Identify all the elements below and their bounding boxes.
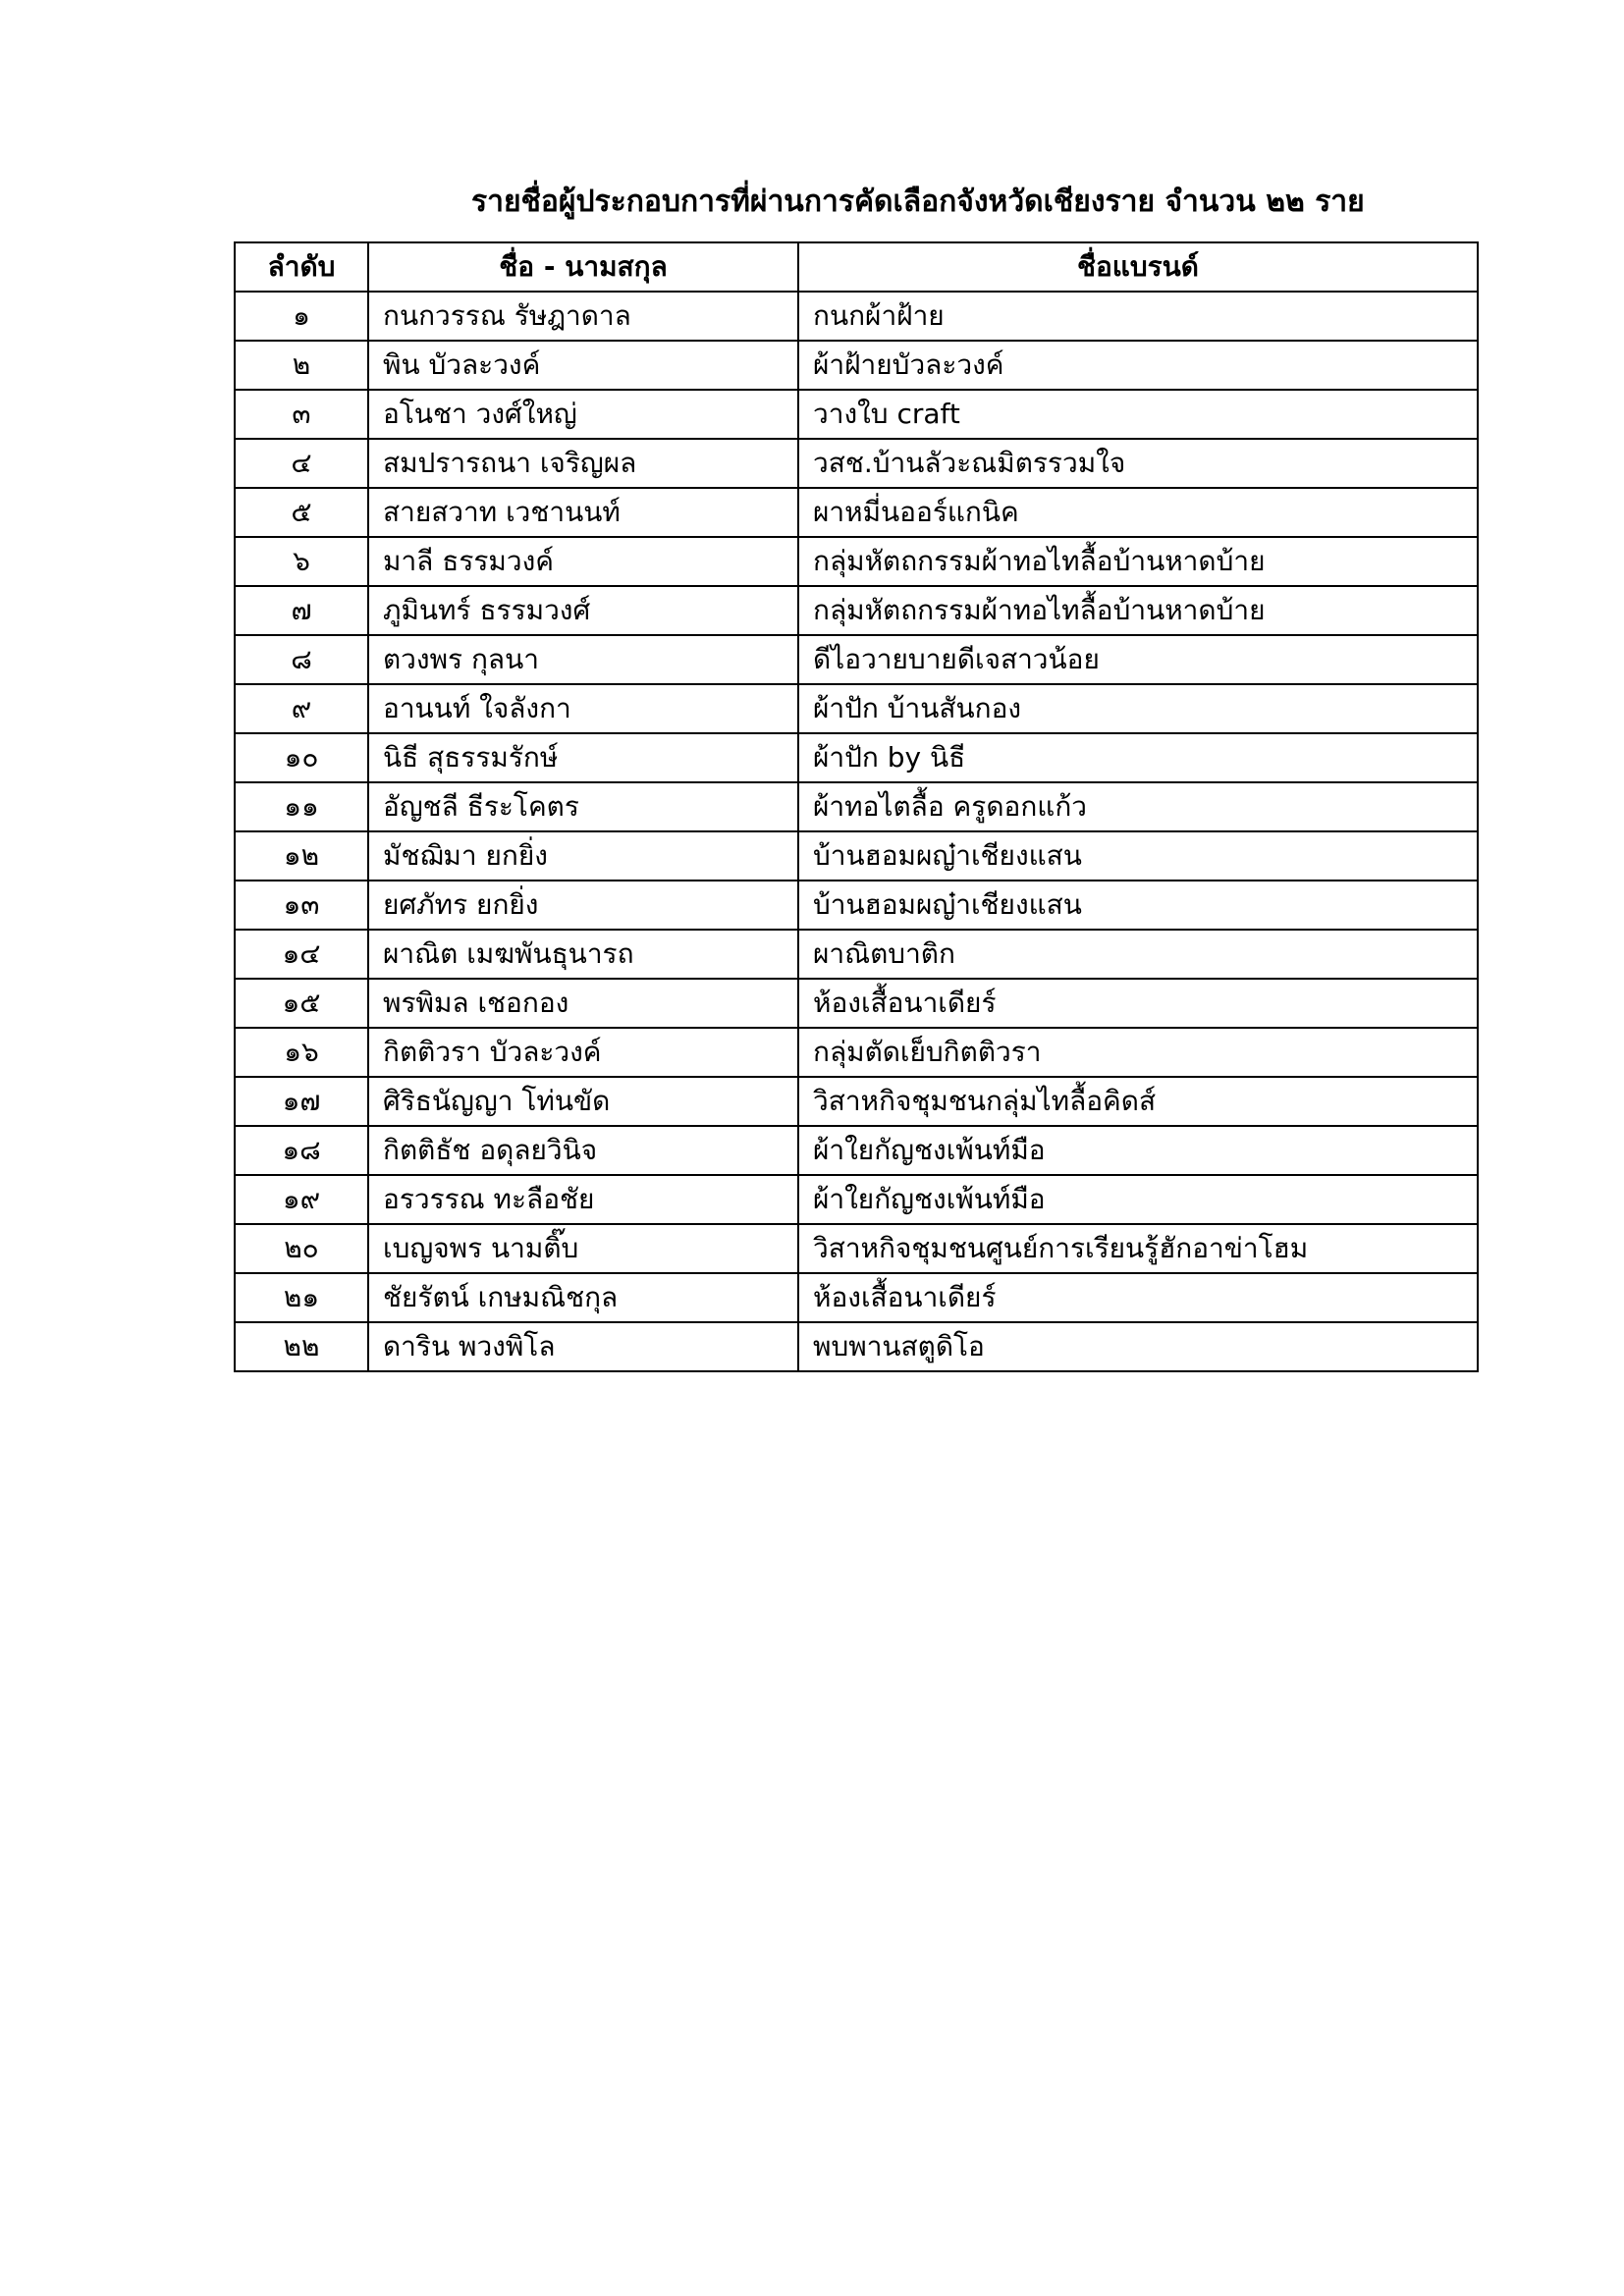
cell-name: อโนชา วงศ์ใหญ่ xyxy=(368,390,798,439)
cell-seq: ๑๓ xyxy=(235,881,368,930)
cell-seq: ๑๘ xyxy=(235,1126,368,1175)
cell-name: สมปรารถนา เจริญผล xyxy=(368,439,798,488)
cell-seq: ๑๖ xyxy=(235,1028,368,1077)
cell-brand: วิสาหกิจชุมชนศูนย์การเรียนรู้ฮักอาข่าโฮม xyxy=(798,1224,1478,1273)
cell-name: เบญจพร นามติ๊บ xyxy=(368,1224,798,1273)
header-seq: ลำดับ xyxy=(235,242,368,292)
cell-name: ผาณิต เมฆพันธุนารถ xyxy=(368,930,798,979)
cell-seq: ๕ xyxy=(235,488,368,537)
table-header xyxy=(235,242,1478,292)
cell-brand: บ้านฮอมผญ๋าเชียงแสน xyxy=(798,831,1478,881)
cell-seq: ๑๗ xyxy=(235,1077,368,1126)
cell-name: กิตติธัช อดุลยวินิจ xyxy=(368,1126,798,1175)
cell-brand: ห้องเสื้อนาเดียร์ xyxy=(798,979,1478,1028)
cell-name: ดาริน พวงพิโล xyxy=(368,1322,798,1371)
table-row xyxy=(235,1224,1478,1273)
cell-seq: ๑๑ xyxy=(235,782,368,831)
cell-brand: ผ้าใยกัญชงเพ้นท์มือ xyxy=(798,1175,1478,1224)
table-row xyxy=(235,1028,1478,1077)
cell-brand: วสช.บ้านลัวะณมิตรรวมใจ xyxy=(798,439,1478,488)
page-title: รายชื่อผู้ประกอบการที่ผ่านการคัดเลือกจังหวัดเชียงราย จำนวน ๒๒ ราย xyxy=(471,185,1365,219)
cell-seq: ๓ xyxy=(235,390,368,439)
cell-brand: ผ้าฝ้ายบัวละวงค์ xyxy=(798,341,1478,390)
cell-brand: กลุ่มหัตถกรรมผ้าทอไทลื้อบ้านหาดบ้าย xyxy=(798,537,1478,586)
cell-brand: วิสาหกิจชุมชนกลุ่มไทลื้อคิดส์ xyxy=(798,1077,1478,1126)
table-row xyxy=(235,831,1478,881)
cell-seq: ๒๐ xyxy=(235,1224,368,1273)
header-row xyxy=(235,242,1478,292)
cell-seq: ๘ xyxy=(235,635,368,684)
cell-name: ชัยรัตน์ เกษมณิชกุล xyxy=(368,1273,798,1322)
cell-seq: ๒ xyxy=(235,341,368,390)
table-row xyxy=(235,1077,1478,1126)
cell-brand: ผ้าปัก by นิธี xyxy=(798,733,1478,782)
cell-name: อัญชลี ธีระโคตร xyxy=(368,782,798,831)
table-row xyxy=(235,390,1478,439)
cell-name: ยศภัทร ยกยิ่ง xyxy=(368,881,798,930)
table-row xyxy=(235,439,1478,488)
cell-seq: ๑๐ xyxy=(235,733,368,782)
cell-brand: กนกผ้าฝ้าย xyxy=(798,292,1478,341)
cell-name: ตวงพร กุลนา xyxy=(368,635,798,684)
cell-seq: ๑๕ xyxy=(235,979,368,1028)
cell-name: อานนท์ ใจลังกา xyxy=(368,684,798,733)
table-row xyxy=(235,684,1478,733)
table-row xyxy=(235,782,1478,831)
cell-seq: ๔ xyxy=(235,439,368,488)
cell-brand: วางใบ craft xyxy=(798,390,1478,439)
cell-brand: ผ้าใยกัญชงเพ้นท์มือ xyxy=(798,1126,1478,1175)
cell-name: สายสวาท เวชานนท์ xyxy=(368,488,798,537)
header-brand: ชื่อแบรนด์ xyxy=(798,242,1478,292)
cell-name: อรวรรณ ทะลือชัย xyxy=(368,1175,798,1224)
table-row xyxy=(235,1126,1478,1175)
table-row xyxy=(235,341,1478,390)
table-row xyxy=(235,635,1478,684)
table-row xyxy=(235,979,1478,1028)
cell-brand: ผาหมี่นออร์แกนิค xyxy=(798,488,1478,537)
cell-name: พรพิมล เชอกอง xyxy=(368,979,798,1028)
cell-brand: กลุ่มหัตถกรรมผ้าทอไทลื้อบ้านหาดบ้าย xyxy=(798,586,1478,635)
cell-seq: ๖ xyxy=(235,537,368,586)
table-row xyxy=(235,733,1478,782)
table-row xyxy=(235,1273,1478,1322)
cell-brand: พบพานสตูดิโอ xyxy=(798,1322,1478,1371)
cell-seq: ๑๔ xyxy=(235,930,368,979)
cell-name: ภูมินทร์ ธรรมวงศ์ xyxy=(368,586,798,635)
table-row xyxy=(235,586,1478,635)
cell-seq: ๑ xyxy=(235,292,368,341)
cell-seq: ๗ xyxy=(235,586,368,635)
cell-name: มาลี ธรรมวงค์ xyxy=(368,537,798,586)
cell-name: ศิริธนัญญา โท่นขัด xyxy=(368,1077,798,1126)
cell-name: กนกวรรณ รัษฎาดาล xyxy=(368,292,798,341)
cell-seq: ๑๒ xyxy=(235,831,368,881)
table-row xyxy=(235,1322,1478,1371)
table-row xyxy=(235,881,1478,930)
cell-name: พิน บัวละวงค์ xyxy=(368,341,798,390)
cell-brand: ผ้าปัก บ้านสันกอง xyxy=(798,684,1478,733)
cell-brand: ผาณิตบาติก xyxy=(798,930,1478,979)
cell-brand: บ้านฮอมผญ๋าเชียงแสน xyxy=(798,881,1478,930)
cell-brand: ห้องเสื้อนาเดียร์ xyxy=(798,1273,1478,1322)
table-row xyxy=(235,537,1478,586)
cell-name: มัชฌิมา ยกยิ่ง xyxy=(368,831,798,881)
cell-brand: ดีไอวายบายดีเจสาวน้อย xyxy=(798,635,1478,684)
table-row xyxy=(235,930,1478,979)
cell-brand: ผ้าทอไตลื้อ ครูดอกแก้ว xyxy=(798,782,1478,831)
cell-seq: ๒๒ xyxy=(235,1322,368,1371)
cell-name: นิธี สุธรรมรักษ์ xyxy=(368,733,798,782)
header-name: ชื่อ - นามสกุล xyxy=(368,242,798,292)
table-row xyxy=(235,292,1478,341)
table-body xyxy=(235,292,1478,1371)
cell-seq: ๙ xyxy=(235,684,368,733)
cell-brand: กลุ่มตัดเย็บกิตติวรา xyxy=(798,1028,1478,1077)
table-row xyxy=(235,488,1478,537)
table-row xyxy=(235,1175,1478,1224)
cell-seq: ๒๑ xyxy=(235,1273,368,1322)
cell-seq: ๑๙ xyxy=(235,1175,368,1224)
cell-name: กิตติวรา บัวละวงค์ xyxy=(368,1028,798,1077)
roster-table xyxy=(234,241,1479,1372)
